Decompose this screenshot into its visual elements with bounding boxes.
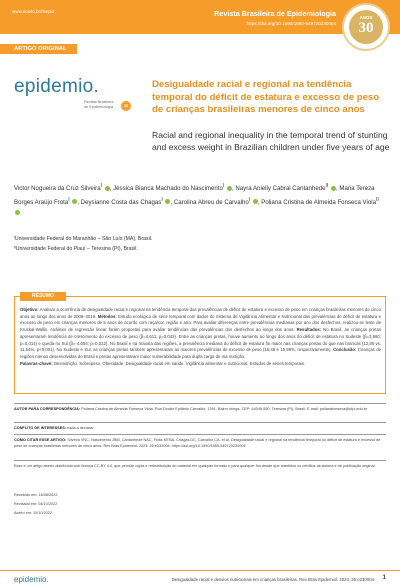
journal-header xyxy=(0,0,400,34)
site-link[interactable]: www.scielo.br/rbepid xyxy=(12,9,55,14)
objective-label: Objetivo: xyxy=(20,307,39,312)
article-title-en: Racial and regional inequality in the temporal trend of stunting and excess weight in Brazilian children under five years of age xyxy=(152,130,390,153)
logo-badge: 25 xyxy=(121,101,131,111)
author-affil: II xyxy=(325,183,329,189)
seal-number: 30 xyxy=(358,20,374,36)
accepted-date: Aceito em: 10/10/2022 xyxy=(14,511,52,515)
article-type-tag: ARTIGO ORIGINAL xyxy=(0,44,77,54)
results-label: Resultados: xyxy=(296,327,322,333)
orcid-icon[interactable] xyxy=(331,186,336,191)
orcid-icon[interactable] xyxy=(72,199,77,204)
affiliation-2: ᴵᴵUniversidade Federal do Piauí – Teresina (PI), Brasil. xyxy=(14,246,138,252)
seal-label: ANOS xyxy=(359,15,373,20)
how-to-cite xyxy=(14,437,386,449)
cite-label: COMO CITAR ESSE ARTIGO: xyxy=(14,438,67,442)
conclusion-label: Conclusão: xyxy=(333,347,357,353)
conflict-of-interest xyxy=(14,425,386,431)
logo-subtitle-line1: Revista Brasileira xyxy=(84,100,114,104)
methods-label: Métodos: xyxy=(97,313,117,319)
author-name: Carolina Abreu de Carvalho xyxy=(173,198,249,206)
orcid-icon[interactable] xyxy=(105,186,110,191)
methods-text: Estudo ecológico de série temporal com dados do Sistema de Vigilância Alimentar e Nutricional das prevalências de déficit de estatura e excesso de peso em crianças menores de 5 anos de acordo com raça/cor, região e ano. Para avaliar diferenças entre prevalências medianas por ano dos desfechos, realizou-se teste de Kruskal-Wallis. Análises de regressão linear foram propostas para avaliar tendências das prevalências dos desfechos ao longo dos anos. xyxy=(20,313,381,333)
author-name: Poliana Cristina de Almeida Fonseca Viola xyxy=(261,198,376,206)
article-title-pt: Desigualdade racial e regional na tendência temporal do déficit de estatura e excesso de peso de crianças brasileiras menores de cinco anos xyxy=(152,79,380,116)
results-text: No Brasil, as crianças pretas apresentaram tendência de crescimento do excesso de peso (β=4,611; p=0,042). Entre as crianças pretas, houve aumento ao longo dos anos do déficit de estatura no Sudeste (β=3,960; p=0,014) e queda no Sul (β=-4,654; p=0,022). No Brasil e na maioria das regiões, a prevalência mediana do déficit de estatura foi maior nas crianças pretas do que nas brancas (12,86 vs. 11,54%, p<0,001). No Sudeste e Sul, as crianças pretas também apresentaram as maiores prevalências de excesso de peso (15,48 e 15,99%, respectivamente). xyxy=(20,327,381,353)
seal-medal xyxy=(349,10,383,44)
author-affil: I xyxy=(248,196,251,203)
header-links xyxy=(12,8,54,15)
divider xyxy=(14,403,386,404)
journal-name: Revista Brasileira de Epidemiologia xyxy=(214,9,336,18)
cite-text: Silveira VNC, Nascimento JBM, Cantanhede NAC, Frota MTBA, Chagas DC, Carvalho CA, et al. Desigualdade racial e regional na tendência temporal do déficit de estatura e excesso de peso de crianças brasileiras menores de cinco anos. Rev Bras Epidemiol. 2023; 26:e230004. https://doi.org/10.1590/1980-549720230004 xyxy=(14,438,381,448)
anniversary-seal xyxy=(342,3,390,51)
footer-citation: Desigualdade racial e desvios nutricionais em crianças brasileiras. Rev Bras Epidemiol. 2023; 26:e230004 xyxy=(171,577,374,582)
epidemio-logo: epidemio. xyxy=(14,76,100,97)
author-affil: II xyxy=(375,196,379,203)
revised-date: Revisado em: 04/10/2022 xyxy=(14,502,58,506)
orcid-icon[interactable] xyxy=(253,199,258,204)
author-name: Maria Tereza Borges Araújo Frota xyxy=(14,185,375,206)
author-name: Nayra Anielly Cabral Cantanhede xyxy=(235,185,326,193)
author-list: Victor Nogueira da Cruz Silveira$^I$ , Jéssica Bianca Machado do Nascimento$^I$ , Nayra Anielly Cabral Cantanhede$^{II}$ , Maria Tereza Borges Araújo Frota$^I$ , Deysianne Costa das Chagas$^I$ , Carolina Abreu de Carvalho$^I$ , Poliana Cristina de Almeida Fonseca Viola$^{II}$ xyxy=(14,181,386,219)
doi-link[interactable]: https://doi.org/10.1590/1980-549720230004 xyxy=(246,21,336,26)
license-text: Esse é um artigo aberto distribuído sob licença CC-BY 4.0, que permite cópia e redistribuição do material em qualquer formato e para qualquer fim desde que mantidos os créditos de autoria e de publicação original. xyxy=(14,464,376,468)
divider xyxy=(14,434,386,435)
conflict-text: nada a declarar xyxy=(67,426,94,430)
orcid-icon[interactable] xyxy=(227,186,232,191)
abstract-label: RESUMO xyxy=(20,292,66,301)
divider xyxy=(14,422,386,423)
affiliation-1: ᴵUniversidade Federal do Maranhão – São Luís (MA), Brasil. xyxy=(14,236,153,242)
correspondence-label: AUTOR PARA CORRESPONDÊNCIA: xyxy=(14,407,81,411)
author-name: Deysianne Costa das Chagas xyxy=(80,198,162,206)
logo-subtitle-line2: de Epidemiologia xyxy=(84,105,114,109)
divider xyxy=(14,460,386,461)
footer-divider xyxy=(0,570,400,571)
conclusion-text: Crianças de regiões menos desenvolvidas do Brasil e pretas apresentaram maior vulnerabilidade para dupla carga de má nutrição. xyxy=(20,347,382,359)
footer-logo: epidemio. xyxy=(14,575,49,584)
author-name: Jéssica Bianca Machado do Nascimento xyxy=(113,185,223,193)
correspondence-text: Poliana Cristina de Almeida Fonseca Viola. Rua Doutor Epifânio Carvalho, 1391, Bairro Ininga, CEP: 64049-550, Teresina (PI), Brasil. E-mail: polianafonseca@ufpi.edu.br xyxy=(81,407,368,411)
keywords-label: Palavras-chave: xyxy=(20,360,53,366)
author-name: Victor Nogueira da Cruz Silveira xyxy=(14,185,101,193)
author-affil: I xyxy=(68,196,70,203)
logo-subtitle xyxy=(84,100,114,110)
objective-text: Analisar a ocorrência de desigualdade racial e regional na tendência temporal das prevalências de déficit de estatura e excesso de peso em crianças brasileiras menores de cinco anos ao longo dos anos de 2008–2019. xyxy=(20,307,381,319)
author-affil: I xyxy=(222,183,225,189)
conflict-label: CONFLITO DE INTERESSES: xyxy=(14,426,67,430)
page-number: 1 xyxy=(382,575,386,581)
orcid-icon[interactable] xyxy=(165,199,170,204)
author-affil: I xyxy=(100,183,103,189)
received-date: Recebido em: 16/08/2022 xyxy=(14,493,58,497)
keywords-text: Desnutrição. Sobrepeso. Obesidade. Desigualdade racial em saúde. Vigilância alimentar e nutricional. Estudos de séries temporais. xyxy=(53,360,306,366)
abstract-text xyxy=(20,307,381,367)
correspondence xyxy=(14,406,386,412)
author-affil: I xyxy=(161,196,163,203)
orcid-icon[interactable] xyxy=(15,210,20,215)
